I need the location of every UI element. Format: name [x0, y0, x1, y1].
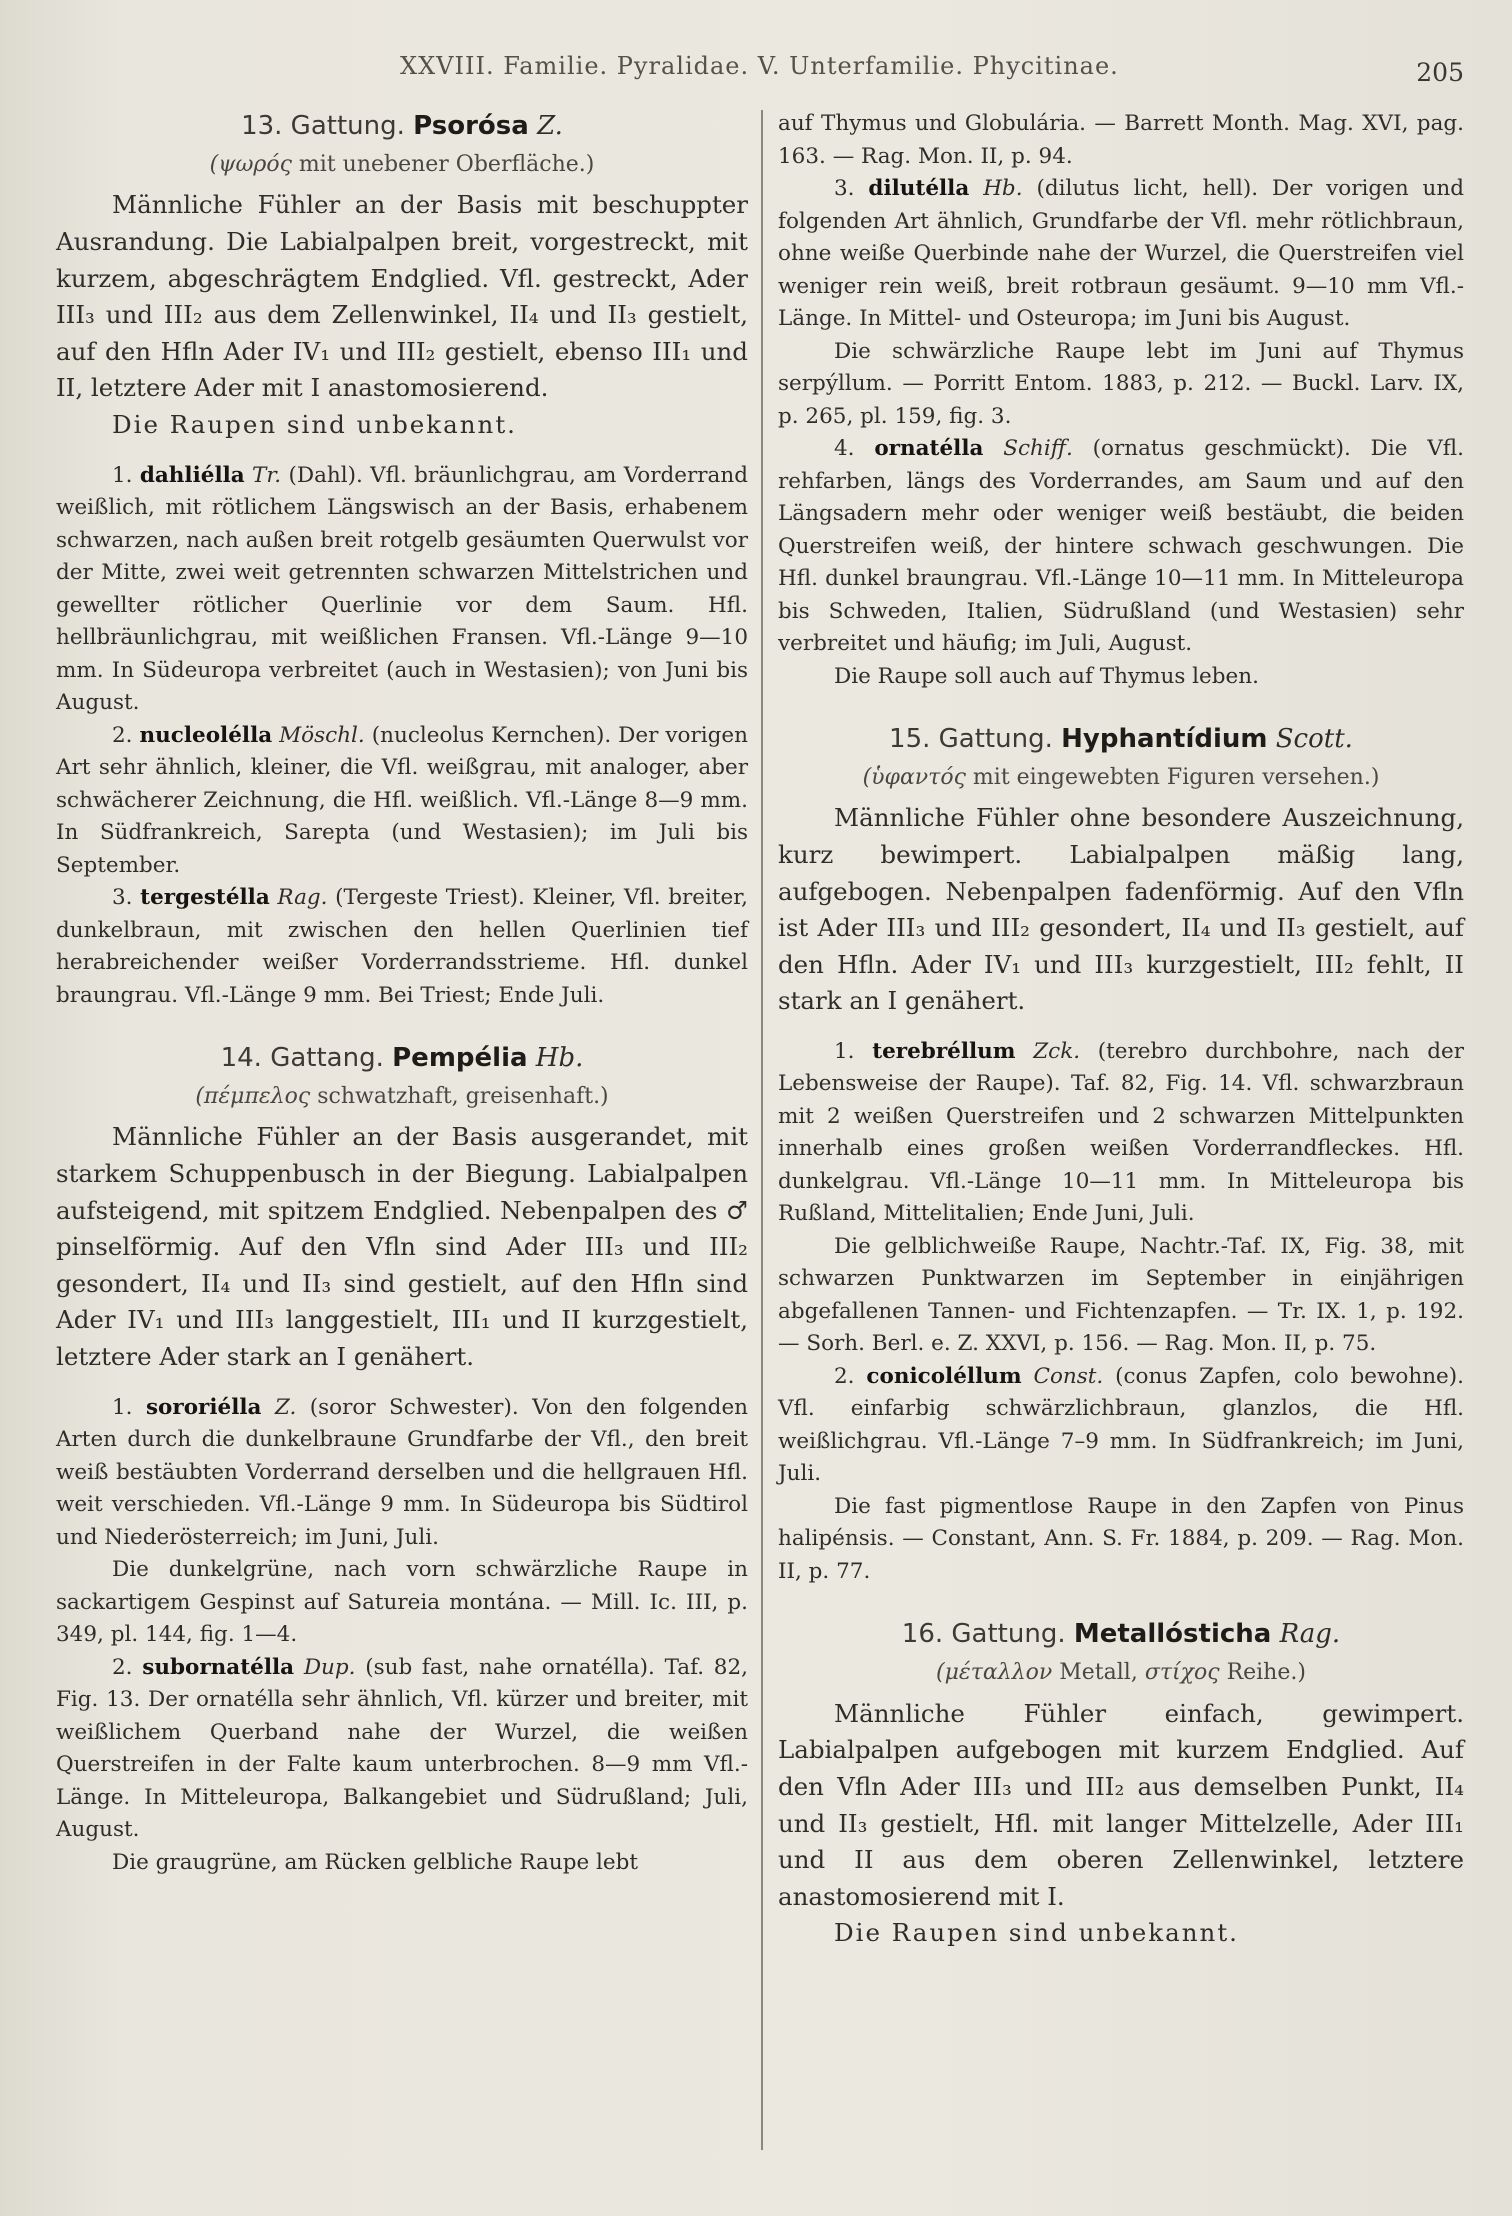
- genus-heading-pempelia: [56, 1040, 748, 1076]
- genus-number: 14. Gattang.: [220, 1043, 384, 1074]
- species-author: Rag.: [277, 885, 328, 911]
- species-description: (terebro durchbohre, nach der Lebensweise der Raupe). Taf. 82, Fig. 14. Vfl. schwarzbraun mit 2 weißen Querstreifen und 2 schwarzen Mittelpunkten innerhalb eines großen weißen Vorderrandfleckes. Hfl. dunkelgrau. Vfl.-Länge 10—11 mm. In Mitteleuropa bis Rußland, Mittelitalien; Ende Juni, Juli.: [778, 1038, 1464, 1227]
- larva-description: Die schwärzliche Raupe lebt im Juni auf Thymus serpýllum. — Porritt Entom. 1883, p. 212. — Buckl. Larv. IX, p. 265, pl. 159, fig. 3.: [778, 338, 1464, 429]
- species-number: 1.: [834, 1038, 855, 1064]
- running-head: XXVIII. Familie. Pyralidae. V. Unterfamilie. Phycitinae.: [400, 52, 1119, 80]
- column-divider: [761, 110, 763, 2150]
- larva-note: Die Raupen sind unbekannt.: [112, 409, 517, 439]
- genus-author: Hb.: [535, 1043, 584, 1074]
- genus-author: Scott.: [1275, 724, 1353, 754]
- genus-number: 15. Gattung.: [889, 724, 1053, 754]
- species-description: (Tergeste Triest). Kleiner, Vfl. breiter, dunkelbraun, mit zwischen den hellen Querlinien tief herabreichender weißer Vorderrandsstrieme. Hfl. dunkel braungrau. Vfl.-Länge 9 mm. Bei Triest; Ende Juli.: [56, 885, 748, 1008]
- species-entry-ornatella: [778, 433, 1464, 661]
- genus-etymology: [778, 1656, 1464, 1689]
- species-author: Möschl.: [279, 722, 365, 748]
- genus-description: Männliche Fühler an der Basis ausgerandet, mit starkem Schuppenbusch in der Biegung. Labialpalpen aufsteigend, mit spitzem Endglied. Nebenpalpen des ♂ pinselförmig. Auf den Vfln sind Ader III₃ und III₂ gesondert, II₄ und II₃ sind gestielt, auf den Hfln sind Ader IV₁ und III₃ langgestielt, III₁ und II kurzgestielt, letztere Ader stark an I genähert.: [56, 1122, 748, 1372]
- species-name: sororiélla: [145, 1394, 262, 1420]
- genus-heading-psorosa: [56, 108, 748, 144]
- species-author: Schiff.: [1003, 436, 1073, 461]
- genus-name: Hyphantídium: [1061, 724, 1268, 754]
- species-author: Tr.: [252, 462, 282, 488]
- species-number: 1.: [112, 1394, 133, 1420]
- etymology-greek: στίχος: [1144, 1660, 1220, 1686]
- genus-heading-metallosticha: [778, 1616, 1464, 1652]
- larva-description: Die dunkelgrüne, nach vorn schwärzliche Raupe in sackartigem Gespinst auf Satureia montána. — Mill. Ic. III, p. 349, pl. 144, fig. 1—4.: [56, 1557, 748, 1648]
- genus-etymology: [56, 148, 748, 181]
- species-author: Dup.: [303, 1654, 356, 1680]
- species-number: 4.: [834, 436, 855, 461]
- larva-description: Die fast pigmentlose Raupe in den Zapfen von Pinus halipénsis. — Constant, Ann. S. Fr. 1884, p. 209. — Rag. Mon. II, p. 77.: [778, 1493, 1464, 1584]
- species-entry-subornatella: [56, 1652, 748, 1847]
- left-column: [56, 108, 748, 1879]
- genus-author: Z.: [537, 111, 563, 141]
- species-name: ornatélla: [874, 436, 984, 461]
- genus-etymology: [778, 761, 1464, 794]
- species-author: Const.: [1033, 1363, 1104, 1389]
- species-entry-dahliella: [56, 460, 748, 720]
- species-number: 2.: [112, 722, 133, 748]
- genus-author: Rag.: [1279, 1619, 1341, 1650]
- species-entry-dilutella: [778, 173, 1464, 336]
- etymology-text: mit unebener Oberfläche.): [298, 152, 595, 177]
- genus-name: Metallósticha: [1073, 1619, 1272, 1650]
- species-entry-nucleolella: [56, 720, 748, 883]
- species-number: 2.: [834, 1363, 855, 1389]
- species-number: 3.: [834, 176, 855, 201]
- species-author: Zck.: [1033, 1038, 1081, 1064]
- etymology-text: schwatzhaft, greisenhaft.): [317, 1084, 609, 1110]
- page-header: [300, 52, 1464, 92]
- species-name: terebréllum: [872, 1038, 1016, 1064]
- larva-description: Die Raupe soll auch auf Thymus leben.: [834, 663, 1259, 689]
- species-author: Hb.: [983, 176, 1023, 201]
- larva-description-continued: auf Thymus und Globulária. — Barrett Month. Mag. XVI, pag. 163. — Rag. Mon. II, p. 94.: [778, 111, 1464, 169]
- page-number: 205: [1416, 58, 1464, 87]
- etymology-greek: (ψωρός: [209, 152, 292, 177]
- species-number: 2.: [112, 1654, 133, 1680]
- right-column: [778, 108, 1464, 1952]
- species-name: subornatélla: [142, 1654, 295, 1680]
- species-description: (ornatus geschmückt). Die Vfl. rehfarben, längs des Vorderrandes, am Saum und auf den Längsadern mehr oder weniger weiß bestäubt, die beiden Querstreifen weiß, der hintere schwach geschwungen. Die Hfl. dunkel braungrau. Vfl.-Länge 10—11 mm. In Mitteleuropa bis Schweden, Italien, Südrußland (und Westasien) sehr verbreitet und häufig; im Juli, August.: [778, 436, 1464, 656]
- genus-name: Psorósa: [413, 111, 529, 141]
- species-entry-tergestella: [56, 882, 748, 1012]
- species-name: nucleoléllа: [139, 722, 273, 748]
- species-number: 1.: [112, 462, 133, 488]
- larva-description: Die graugrüne, am Rücken gelbliche Raupe lebt: [112, 1849, 639, 1875]
- genus-number: 16. Gattung.: [901, 1619, 1066, 1650]
- species-name: dilutélla: [868, 176, 970, 201]
- larva-note: Die Raupen sind unbekannt.: [834, 1918, 1239, 1948]
- species-author: Z.: [274, 1394, 297, 1420]
- species-description: (conus Zapfen, colo bewohne). Vfl. einfarbig schwärzlichbraun, glanzlos, die Hfl. weißlichgrau. Vfl.-Länge 7–9 mm. In Südfrankreich; im Juni, Juli.: [778, 1363, 1464, 1487]
- etymology-greek: (ὑφαντός: [862, 765, 966, 790]
- species-description: (Dahl). Vfl. bräunlichgrau, am Vorderrand weißlich, mit rötlichem Längswisch an der Basis, erhabenem schwarzen, nach außen breit rotgelb gesäumten Querwulst vor der Mitte, zwei weit getrennten schwarzen Mittelstrichen und gewellter rötlicher Querlinie vor dem Saum. Hfl. hellbräunlichgrau, mit weißlichen Fransen. Vfl.-Länge 9—10 mm. In Südeuropa verbreitet (auch in Westasien); von Juni bis August.: [56, 462, 748, 716]
- species-description: (nucleolus Kernchen). Der vorigen Art sehr ähnlich, kleiner, die Vfl. weißgrau, mit analoger, aber schwächerer Zeichnung, die Hfl. weißlich. Vfl.-Länge 8—9 mm. In Südfrankreich, Sarepta (und Westasien); im Juli bis September.: [56, 722, 748, 878]
- species-name: conicoléllum: [866, 1363, 1022, 1389]
- larva-description: Die gelblichweiße Raupe, Nachtr.-Taf. IX, Fig. 38, mit schwarzen Punktwarzen im September in einjährigen abgefallenen Tannen- und Fichtenzapfen. — Tr. IX. 1, p. 192. — Sorh. Berl. e. Z. XXVI, p. 156. — Rag. Mon. II, p. 75.: [778, 1233, 1464, 1357]
- genus-description: Männliche Fühler an der Basis mit beschuppter Ausrandung. Die Labialpalpen breit, vorgestreckt, mit kurzem, abgeschrägtem Endglied. Vfl. gestreckt, Ader III₃ und III₂ aus dem Zellenwinkel, II₄ und II₃ gestielt, auf den Hfln Ader IV₁ und III₂ gestielt, ebenso III₁ und II, letztere Ader mit I anastomosierend.: [56, 190, 748, 403]
- species-description: (dilutus licht, hell). Der vorigen und folgenden Art ähnlich, Grundfarbe der Vfl. mehr rötlichbraun, ohne weiße Querbinde nahe der Wurzel, die Querstreifen viel weniger rein weiß, breit rotbraun gesäumt. 9—10 mm Vfl.-Länge. In Mittel- und Osteuropa; im Juni bis August.: [778, 176, 1465, 331]
- etymology-text: Metall,: [1059, 1660, 1138, 1686]
- etymology-text: mit eingewebten Figuren versehen.): [972, 765, 1380, 790]
- species-entry-terebrellum: [778, 1036, 1464, 1231]
- etymology-greek: (πέμπελος: [195, 1084, 311, 1110]
- genus-heading-hyphantidium: [778, 721, 1464, 757]
- species-description: (sub fast, nahe ornatélla). Taf. 82, Fig. 13. Der ornatélla sehr ähnlich, Vfl. kürzer und breiter, mit weißlichem Querband nahe der Wurzel, die weißen Querstreifen in der Falte kaum unterbrochen. 8—9 mm Vfl.-Länge. In Mitteleuropa, Balkangebiet und Südrußland; Juli, August.: [56, 1654, 748, 1843]
- species-number: 3.: [112, 885, 133, 911]
- genus-description: Männliche Fühler einfach, gewimpert. Labialpalpen aufgebogen mit kurzem Endglied. Auf den Vfln Ader III₃ und III₂ aus demselben Punkt, II₄ und II₃ gestielt, Hfl. mit langer Mittelzelle, Ader III₁ und II aus dem oberen Zellenwinkel, letztere anastomosierend mit I.: [778, 1698, 1464, 1911]
- species-name: dahliélla: [139, 462, 245, 488]
- species-entry-conicolellum: [778, 1361, 1464, 1491]
- genus-number: 13. Gattung.: [241, 111, 405, 141]
- species-name: tergestélla: [140, 885, 270, 911]
- etymology-greek: (μέταλλον: [936, 1660, 1053, 1686]
- genus-description: Männliche Fühler ohne besondere Auszeichnung, kurz bewimpert. Labialpalpen mäßig lang, aufgebogen. Nebenpalpen fadenförmig. Auf den Vfln ist Ader III₃ und III₂ gesondert, II₄ und II₃ gestielt, auf den Hfln. Ader IV₁ und III₃ kurzgestielt, III₂ fehlt, II stark an I genähert.: [778, 803, 1464, 1016]
- species-description: (soror Schwester). Von den folgenden Arten durch die dunkelbraune Grundfarbe der Vfl., den breit weiß bestäubten Vorderrand derselben und die hellgrauen Hfl. weit verschieden. Vfl.-Länge 9 mm. In Südeuropa bis Südtirol und Niederösterreich; im Juni, Juli.: [56, 1394, 749, 1550]
- genus-etymology: [56, 1080, 748, 1113]
- etymology-text: Reihe.): [1226, 1660, 1306, 1686]
- genus-name: Pempélia: [392, 1043, 528, 1074]
- species-entry-sororiella: [56, 1392, 748, 1555]
